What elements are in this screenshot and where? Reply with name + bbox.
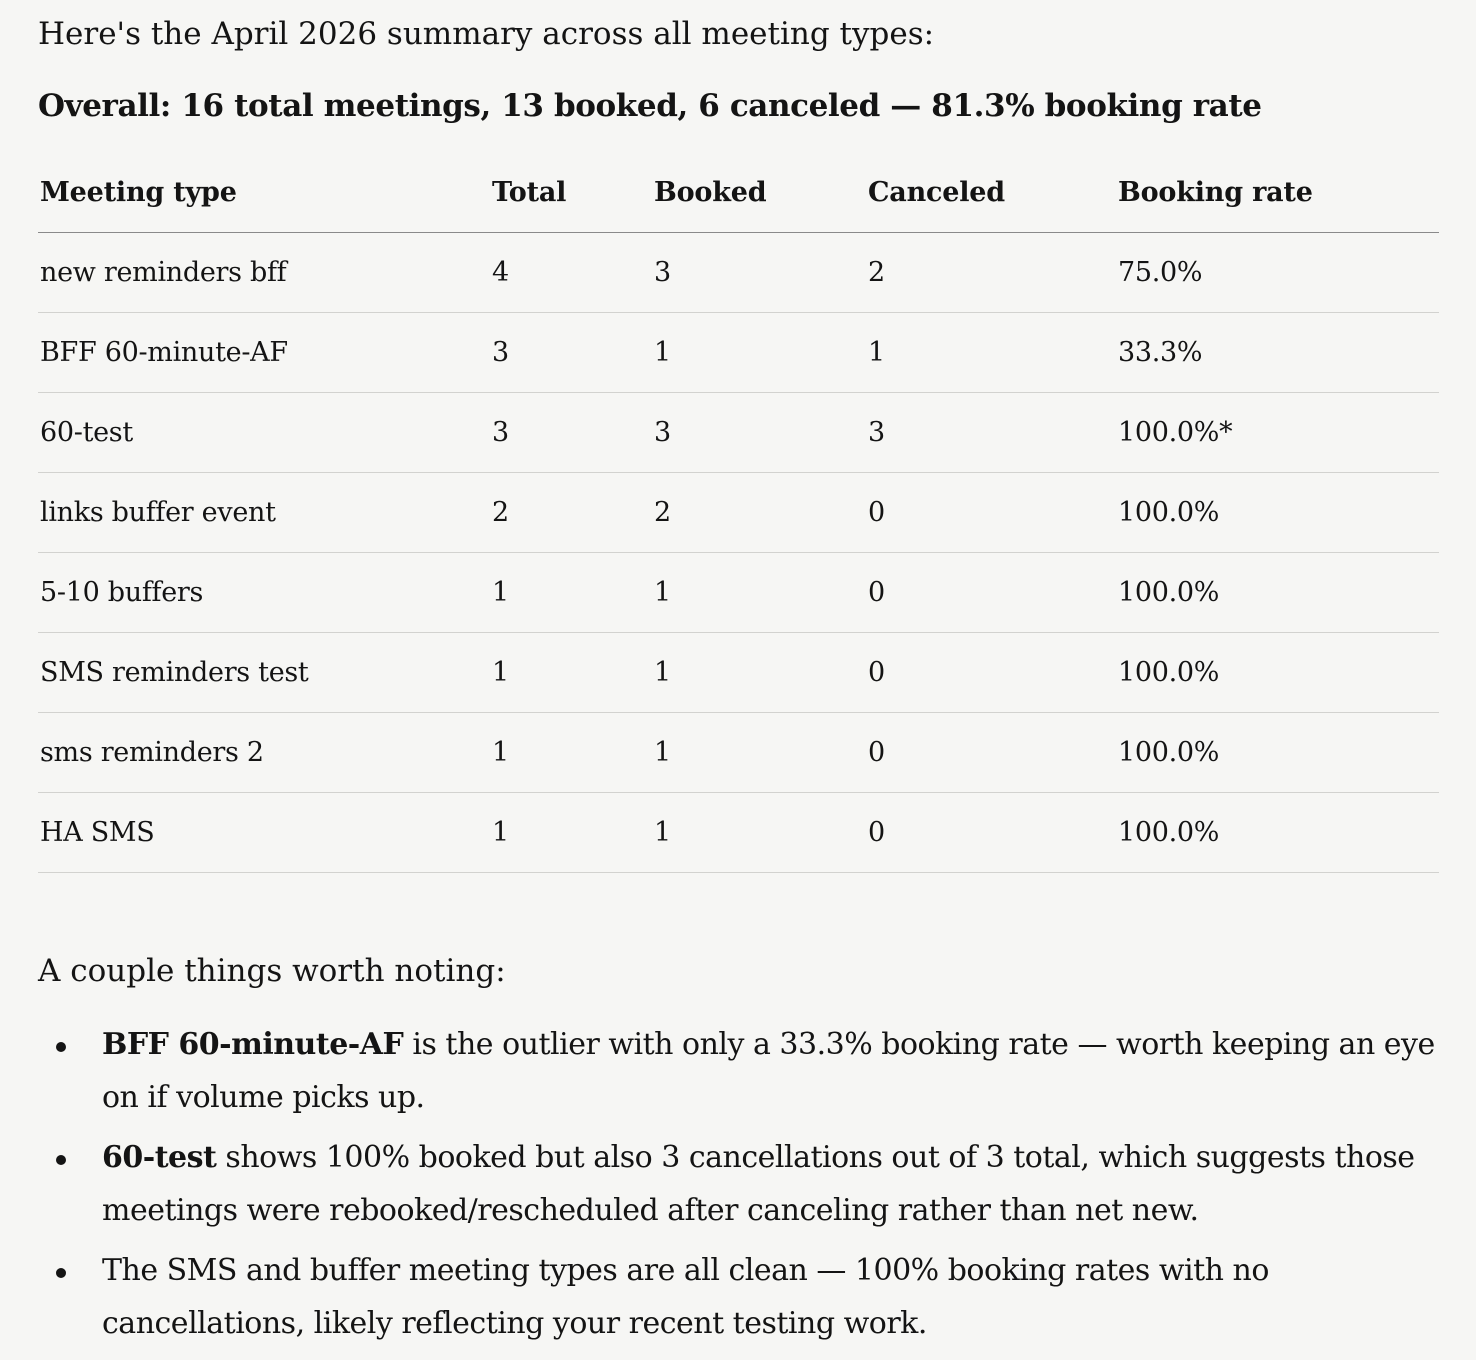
- cell-meeting-type: BFF 60-minute-AF: [38, 313, 490, 393]
- cell-canceled: 1: [866, 313, 1116, 393]
- cell-meeting-type: sms reminders 2: [38, 713, 490, 793]
- intro-text: Here's the April 2026 summary across all meeting types:: [38, 16, 935, 52]
- cell-booking-rate: 100.0%: [1116, 473, 1439, 553]
- table-header-row: [38, 152, 1439, 233]
- cell-booking-rate: 100.0%*: [1116, 393, 1439, 473]
- cell-canceled: 0: [866, 473, 1116, 553]
- header-total: Total: [490, 152, 652, 233]
- cell-booking-rate: 100.0%: [1116, 553, 1439, 633]
- table-row: [38, 313, 1439, 393]
- table-row: [38, 633, 1439, 713]
- bullet-icon: [56, 1042, 66, 1052]
- cell-canceled: 2: [866, 233, 1116, 313]
- cell-meeting-type: 5-10 buffers: [38, 553, 490, 633]
- meeting-summary-table: [38, 152, 1439, 873]
- note-text: is the outlier with only a 33.3% booking rate — worth keeping an eye on if volume picks up.: [102, 1027, 1435, 1115]
- header-booked: Booked: [652, 152, 866, 233]
- table-row: [38, 393, 1439, 473]
- cell-booked: 1: [652, 713, 866, 793]
- cell-meeting-type: HA SMS: [38, 793, 490, 873]
- cell-booked: 1: [652, 553, 866, 633]
- cell-total: 3: [490, 313, 652, 393]
- notes-heading: A couple things worth noting:: [38, 953, 506, 989]
- list-item: [38, 1244, 1438, 1350]
- cell-total: 1: [490, 713, 652, 793]
- note-bold: BFF 60-minute-AF: [102, 1027, 404, 1062]
- header-meeting-type: Meeting type: [38, 152, 490, 233]
- header-booking-rate: Booking rate: [1116, 152, 1439, 233]
- cell-booking-rate: 100.0%: [1116, 713, 1439, 793]
- note-text: The SMS and buffer meeting types are all clean — 100% booking rates with no cancellations, likely reflecting your recent testing work.: [102, 1253, 1269, 1341]
- cell-booking-rate: 33.3%: [1116, 313, 1439, 393]
- cell-total: 1: [490, 633, 652, 713]
- cell-booking-rate: 100.0%: [1116, 793, 1439, 873]
- cell-booked: 1: [652, 793, 866, 873]
- cell-canceled: 0: [866, 713, 1116, 793]
- cell-meeting-type: new reminders bff: [38, 233, 490, 313]
- notes-list: [38, 1018, 1438, 1357]
- cell-total: 2: [490, 473, 652, 553]
- cell-canceled: 0: [866, 633, 1116, 713]
- cell-booking-rate: 75.0%: [1116, 233, 1439, 313]
- note-text: shows 100% booked but also 3 cancellations out of 3 total, which suggests those meetings were rebooked/rescheduled after canceling rather than net new.: [102, 1140, 1415, 1228]
- cell-canceled: 0: [866, 793, 1116, 873]
- cell-booked: 3: [652, 233, 866, 313]
- cell-booked: 2: [652, 473, 866, 553]
- table-row: [38, 793, 1439, 873]
- cell-booked: 1: [652, 313, 866, 393]
- bullet-icon: [56, 1268, 66, 1278]
- cell-meeting-type: SMS reminders test: [38, 633, 490, 713]
- list-item: [38, 1131, 1438, 1237]
- table-row: [38, 713, 1439, 793]
- cell-total: 3: [490, 393, 652, 473]
- cell-meeting-type: links buffer event: [38, 473, 490, 553]
- cell-canceled: 0: [866, 553, 1116, 633]
- note-bold: 60-test: [102, 1140, 217, 1175]
- table-row: [38, 233, 1439, 313]
- cell-canceled: 3: [866, 393, 1116, 473]
- overall-summary: Overall: 16 total meetings, 13 booked, 6 canceled — 81.3% booking rate: [38, 88, 1262, 124]
- cell-booked: 1: [652, 633, 866, 713]
- table-row: [38, 553, 1439, 633]
- cell-booking-rate: 100.0%: [1116, 633, 1439, 713]
- header-canceled: Canceled: [866, 152, 1116, 233]
- list-item: [38, 1018, 1438, 1124]
- cell-meeting-type: 60-test: [38, 393, 490, 473]
- cell-total: 1: [490, 553, 652, 633]
- bullet-icon: [56, 1155, 66, 1165]
- table-row: [38, 473, 1439, 553]
- cell-total: 4: [490, 233, 652, 313]
- cell-booked: 3: [652, 393, 866, 473]
- cell-total: 1: [490, 793, 652, 873]
